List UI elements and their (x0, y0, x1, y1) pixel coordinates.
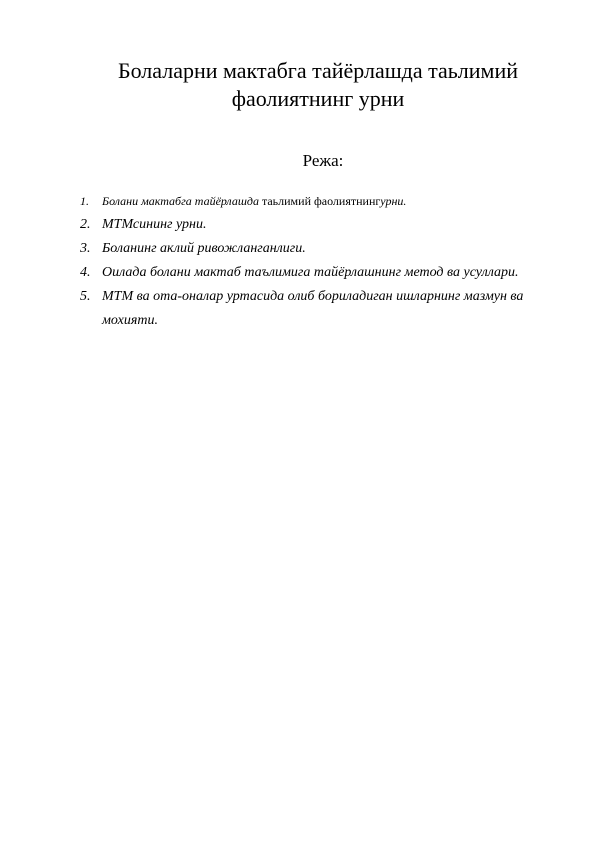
document-title-line-2: фаолиятнинг урни (231, 86, 405, 111)
plan-item-number: 3. (80, 241, 91, 256)
plan-item-number: 5. (80, 289, 91, 304)
plan-item-4 (80, 261, 550, 285)
plan-heading: Режа: (302, 151, 344, 170)
plan-item-text-italic: Болани мактабга тайёрлашда (102, 194, 259, 208)
plan-item-5 (80, 285, 550, 333)
plan-item-text: МТМсининг урни. (102, 217, 207, 232)
plan-item-text-italic-end: урни. (380, 194, 407, 208)
plan-item-text-normal: таьлимий фаолиятнинг (258, 194, 381, 208)
document-title-line-1: Болаларни мактабга тайёрлашда таьлимий (117, 58, 519, 83)
plan-item-text: Боланинг аклий ривожланганлиги. (102, 241, 306, 256)
plan-item-3 (80, 237, 550, 261)
plan-item-2 (80, 213, 550, 237)
plan-item-number: 1. (80, 194, 89, 208)
plan-item-number: 2. (80, 217, 91, 232)
plan-list (80, 191, 550, 333)
plan-item-text: Оилада болани мактаб таълимига тайёрлашнинг метод ва усуллари. (102, 265, 519, 280)
plan-item-1 (80, 191, 550, 211)
document-title (80, 57, 556, 113)
plan-item-number: 4. (80, 265, 91, 280)
plan-item-text: МТМ ва ота-оналар уртасида олиб бориладиган ишларнинг мазмун ва мохияти. (102, 289, 524, 328)
